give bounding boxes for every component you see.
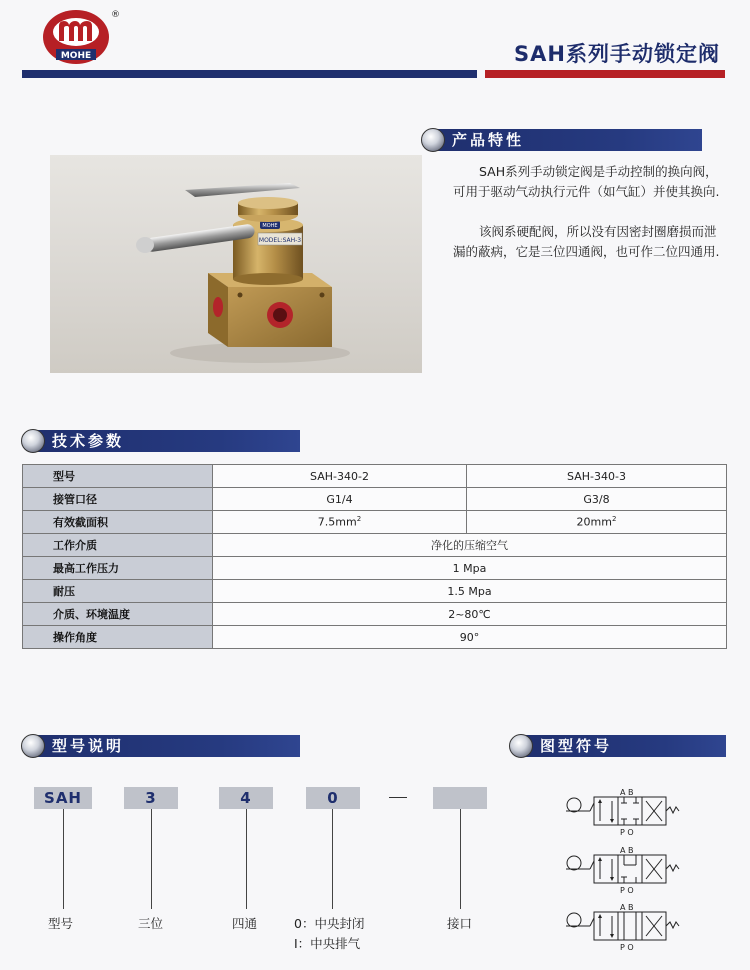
- spec-table: [22, 464, 727, 649]
- caption-position: 三位: [138, 916, 164, 931]
- row-label: 有效截面积: [23, 511, 213, 534]
- header-rule-red: [485, 70, 725, 78]
- leader-line: [332, 809, 333, 909]
- specs-bullet-icon: [21, 429, 45, 453]
- code-series: SAH: [34, 787, 92, 809]
- row-label: 最高工作压力: [23, 557, 213, 580]
- caption-center-exhaust: I：中央排气: [294, 936, 361, 951]
- port-labels-top: A B: [620, 903, 634, 912]
- table-row: [23, 465, 727, 488]
- code-center: 0: [306, 787, 360, 809]
- logo-text: MOHE: [60, 51, 92, 61]
- cell-value: 1 Mpa: [213, 557, 727, 580]
- row-label: 型号: [23, 465, 213, 488]
- row-label: 耐压: [23, 580, 213, 603]
- features-bullet-icon: [421, 128, 445, 152]
- cell-value: SAH-340-2: [213, 465, 467, 488]
- row-label: 介质、环境温度: [23, 603, 213, 626]
- plate-logo: MOHE: [262, 223, 278, 229]
- cell-value: 2~80℃: [213, 603, 727, 626]
- features-paragraph-1: SAH系列手动锁定阀是手动控制的换向阀，可用于驱动气动执行元件（如气缸）并使其换向.: [453, 164, 720, 199]
- cell-value: G1/4: [213, 488, 467, 511]
- valve-symbol-exhaust-center: [560, 843, 680, 899]
- page-title: SAH系列手动锁定阀: [514, 42, 720, 66]
- symbols-bullet-icon: [509, 734, 533, 758]
- row-label: 操作角度: [23, 626, 213, 649]
- leader-line: [63, 809, 64, 909]
- caption-center-closed: 0：中央封闭: [294, 916, 365, 931]
- model-bullet-icon: [21, 734, 45, 758]
- header-rule-blue: [22, 70, 477, 78]
- table-row: [23, 557, 727, 580]
- table-row: [23, 580, 727, 603]
- port-labels-bottom: P O: [620, 828, 634, 837]
- cell-value: $20mm^2$: [467, 511, 727, 534]
- caption-series: 型号: [48, 916, 74, 931]
- cell-value: 1.5 Mpa: [213, 580, 727, 603]
- plate-model: MODEL:SAH-3: [258, 237, 302, 244]
- table-row: [23, 534, 727, 557]
- model-heading: 型号说明: [52, 737, 125, 755]
- symbols-heading: 图型符号: [540, 737, 613, 755]
- brand-logo: [42, 8, 120, 68]
- port-labels-top: A B: [620, 788, 634, 797]
- leader-line: [246, 809, 247, 909]
- row-label: 接管口径: [23, 488, 213, 511]
- valve-symbol-two-position: [560, 900, 680, 956]
- features-heading: 产品特性: [452, 131, 525, 149]
- table-row: [23, 626, 727, 649]
- caption-way: 四通: [232, 916, 258, 931]
- port-labels-top: A B: [620, 846, 634, 855]
- caption-port: 接口: [447, 916, 473, 931]
- product-photo: [50, 155, 422, 373]
- port-labels-bottom: P O: [620, 943, 634, 952]
- leader-line: [460, 809, 461, 909]
- features-paragraph-2: 该阀系硬配阀，所以没有因密封圈磨损而泄漏的蔽病，它是三位四通阀，也可作二位四通用.: [453, 224, 720, 259]
- code-dash: [389, 797, 407, 798]
- cell-value: 净化的压缩空气: [213, 534, 727, 557]
- table-row: [23, 511, 727, 534]
- leader-line: [151, 809, 152, 909]
- table-row: [23, 488, 727, 511]
- specs-heading: 技术参数: [52, 432, 125, 450]
- cell-value: SAH-340-3: [467, 465, 727, 488]
- table-row: [23, 603, 727, 626]
- cell-value: $7.5mm^2$: [213, 511, 467, 534]
- code-port: [433, 787, 487, 809]
- port-labels-bottom: P O: [620, 886, 634, 895]
- code-position: 3: [124, 787, 178, 809]
- registered-mark: ®: [111, 10, 120, 20]
- code-way: 4: [219, 787, 273, 809]
- valve-symbol-closed-center: [560, 785, 680, 841]
- cell-value: G3/8: [467, 488, 727, 511]
- cell-value: 90°: [213, 626, 727, 649]
- row-label: 工作介质: [23, 534, 213, 557]
